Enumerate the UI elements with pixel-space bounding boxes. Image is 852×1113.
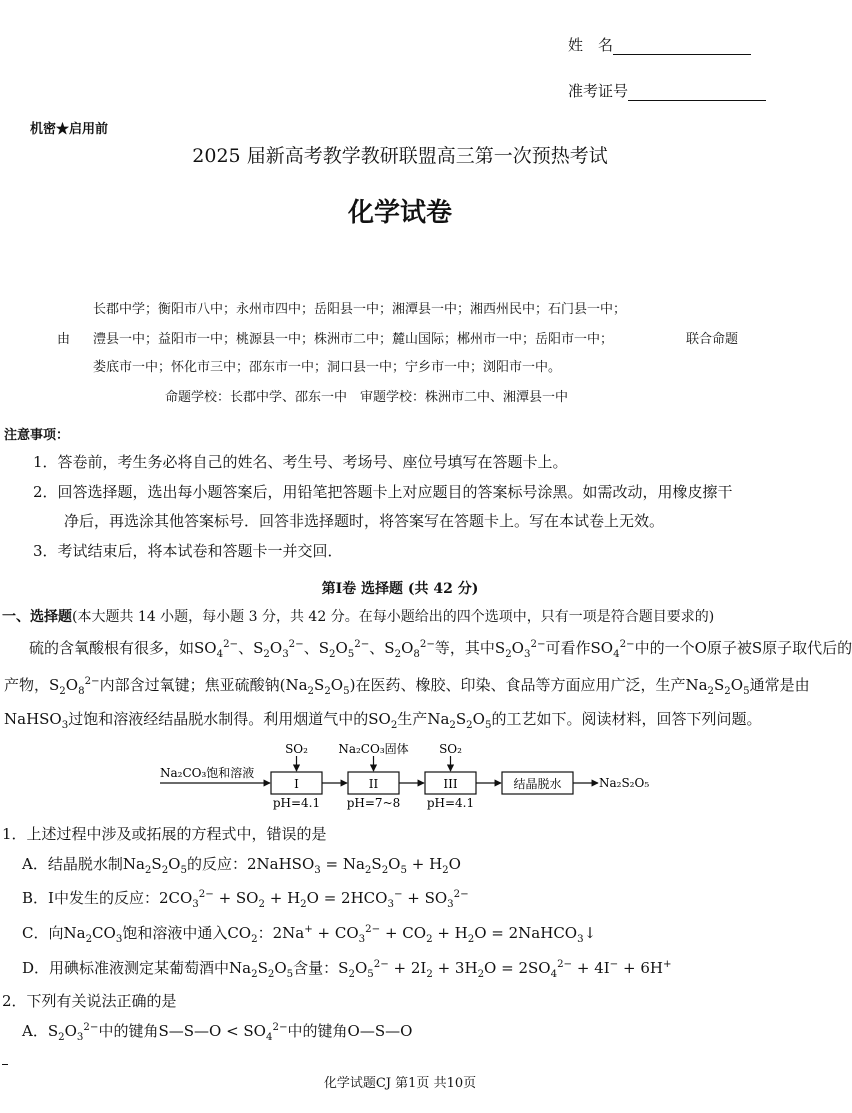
q2-stem: 2．下列有关说法正确的是 [2, 992, 177, 1010]
secret-mark: 机密★启用前 [30, 122, 109, 137]
process-flow-diagram [150, 738, 650, 810]
subject-title: 化学试卷 [347, 198, 452, 228]
notice-title: 注意事项： [4, 428, 70, 443]
passage-line-3: NaHSO$_3$过饱和溶液经结晶脱水制得。利用烟道气中的$SO_2$生产$Na_2S_2O_5$的工艺如下。阅读材料，回答下列问题。 [4, 710, 762, 731]
q1-option-d[interactable]: D．用碘标准液测定某葡萄酒中$Na_2S_2O_5$含量：$S_2O_5^{2-} + 2I_2 + 3H_2O = 2SO_4^{2-} + 4I^- + 6H^+$ [22, 959, 672, 980]
passage-line-2: 产物，$S_2O_8^{2-}$内部含过氧键；焦亚硫酸钠$(Na_2S_2O_5)$在医药、橡胶、印染、食品等方面应用广泛，生产$Na_2S_2O_5$通常是由 [4, 676, 810, 697]
flow-box-2-label: II [368, 777, 379, 791]
flow-add-3: SO₂ [439, 742, 462, 756]
q1-stem: 1．上述过程中涉及或拓展的方程式中，错误的是 [2, 825, 327, 843]
margin-tick [2, 1064, 8, 1065]
q1-option-a[interactable]: A．结晶脱水制$Na_2S_2O_5$的反应：2NaHSO$_3$ = $Na_2S_2O_5 + H_2O$ [22, 855, 461, 876]
section-heading: 一、选择题(本大题共 14 小题，每小题 3 分，共 42 分。在每小题给出的四个选项中，只有一项是符合题目要求的) [2, 609, 715, 625]
flow-input: Na₂CO₃饱和溶液 [160, 766, 255, 780]
flow-ph-1: pH=4.1 [272, 796, 321, 810]
q2-option-a[interactable]: A．$S_2O_3^{2-}$中的键角S—S—O < $SO_4^{2-}$中的键角O—S—O [22, 1022, 413, 1043]
flow-box-4-label: 结晶脱水 [513, 777, 562, 791]
section-title: 第Ⅰ卷 选择题 (共 42 分) [321, 581, 479, 597]
flow-output: Na₂S₂O₅ [599, 776, 650, 790]
exam-title: 2025 届新高考教学教研联盟高三第一次预热考试 [192, 145, 608, 167]
schools-you: 由 [57, 332, 71, 347]
notice-item-2a: 2．回答选择题，选出每小题答案后，用铅笔把答题卡上对应题目的答案标号涂黑。如需改动，用橡皮擦干 [33, 483, 733, 501]
passage-line-1: 硫的含氧酸根有很多，如$SO_4^{2-}$、$S_2O_3^{2-}$、$S_2O_5^{2-}$、$S_2O_8^{2-}$等，其中$S_2O_3^{2-}$可看作$SO_4^{2-}$中的一个O原子被S原子取代后的 [29, 639, 852, 660]
flow-box-3-label: III [443, 777, 458, 791]
joint-proposition: 联合命题 [686, 332, 739, 347]
flow-add-1: SO₂ [285, 742, 308, 756]
flow-ph-2: pH=7~8 [346, 796, 401, 810]
id-field-label: 准考证号 [568, 80, 766, 101]
schools-line-2: 澧县一中；益阳市一中；桃源县一中；株洲市二中；麓山国际；郴州市一中；岳阳市一中； [93, 332, 614, 347]
schools-line-3: 娄底市一中；怀化市三中；邵东市一中；洞口县一中；宁乡市一中；浏阳市一中。 [93, 360, 562, 375]
page-footer: 化学试题CJ 第1页 共10页 [323, 1076, 477, 1091]
flow-ph-3: pH=4.1 [426, 796, 475, 810]
notice-item-1: 1．答卷前，考生务必将自己的姓名、考生号、考场号、座位号填写在答题卡上。 [33, 453, 568, 471]
notice-item-2b: 净后，再选涂其他答案标号．回答非选择题时，将答案写在答题卡上。写在本试卷上无效。 [64, 512, 665, 530]
notice-item-3: 3．考试结束后，将本试卷和答题卡一并交回． [33, 542, 343, 560]
proposition-schools: 命题学校：长郡中学、邵东一中 审题学校：株洲市二中、湘潭县一中 [165, 390, 569, 405]
flow-add-2: Na₂CO₃固体 [338, 742, 409, 756]
q1-option-b[interactable]: B．I中发生的反应：$2CO_3^{2-} + SO_2 + H_2O = 2HCO_3^- + SO_3^{2-}$ [22, 889, 469, 910]
name-field-label: 姓 名 [568, 34, 751, 55]
q1-option-c[interactable]: C．向$Na_2CO_3$饱和溶液中通入$CO_2$：$2Na^+ + CO_3^{2-} + CO_2 + H_2O$ = 2NaHCO$_3$↓ [22, 924, 597, 945]
id-blank[interactable] [628, 84, 766, 101]
schools-line-1: 长郡中学；衡阳市八中；永州市四中；岳阳县一中；湘潭县一中；湘西州民中；石门县一中； [93, 302, 627, 317]
name-blank[interactable] [613, 38, 751, 55]
flow-box-1-label: I [294, 777, 299, 791]
